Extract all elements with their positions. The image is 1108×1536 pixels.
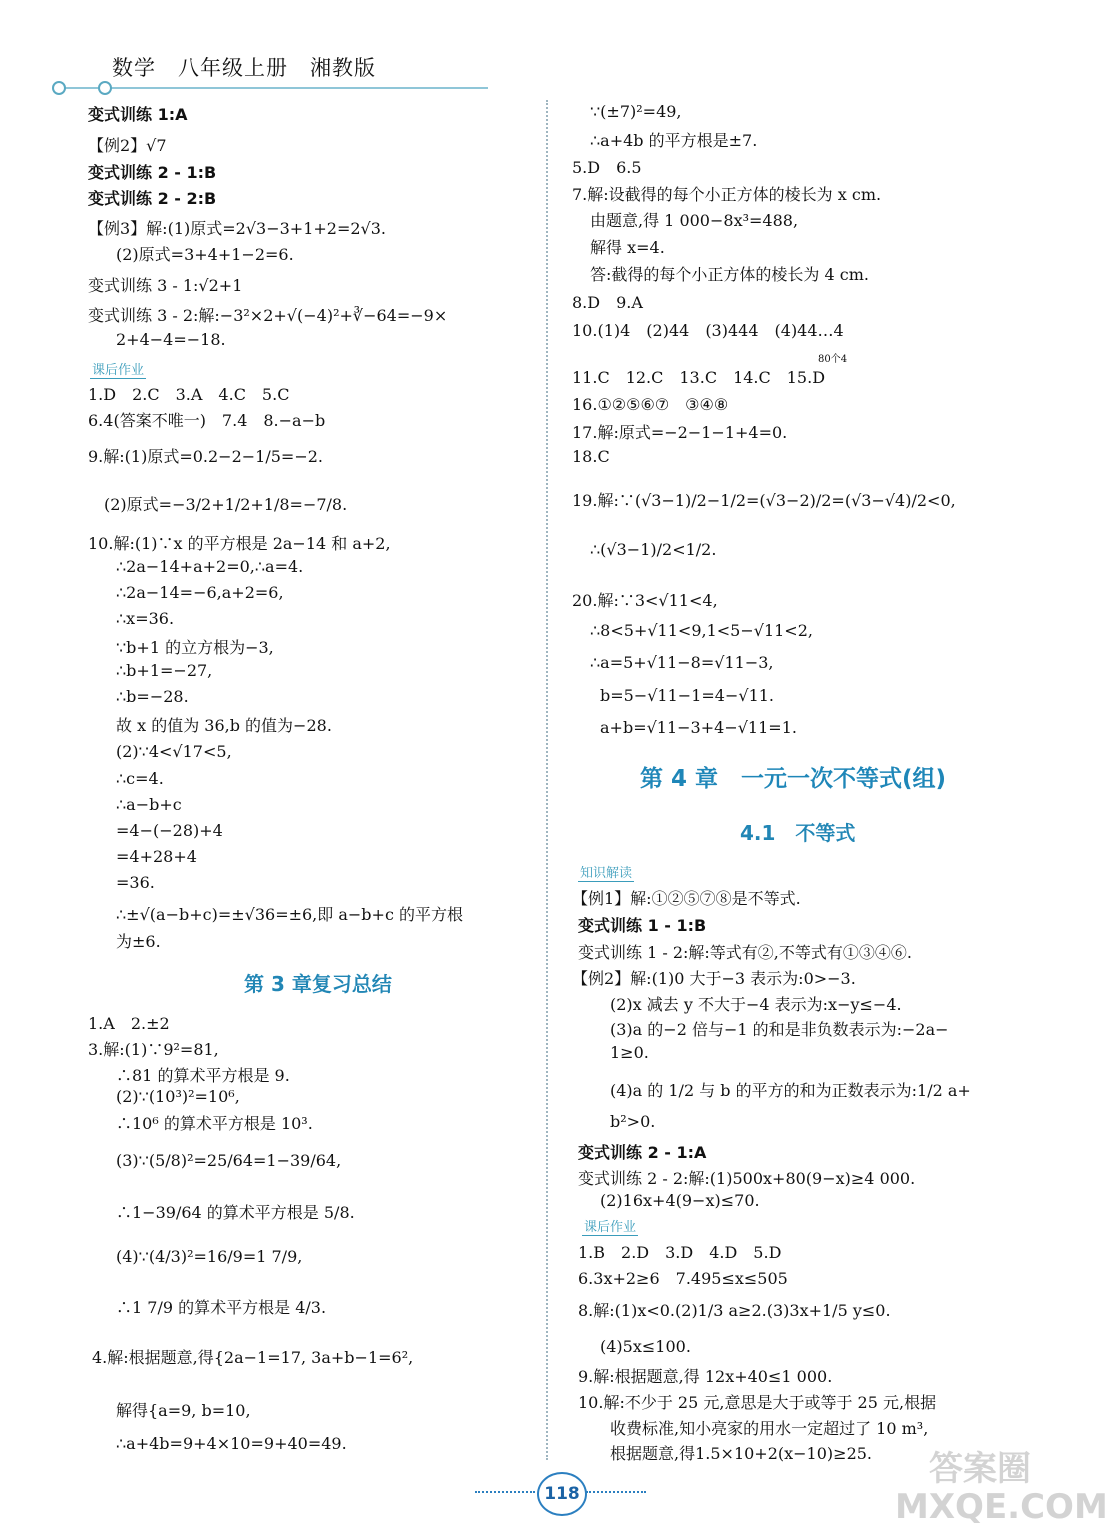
answer-line: 解得{a=9, b=10, xyxy=(116,1401,251,1420)
header-ornament xyxy=(98,81,112,95)
answer-line: ∴(√3−1)/2<1/2. xyxy=(590,540,717,559)
answer-line: 为±6. xyxy=(116,932,161,951)
answer-line: 变式训练 2 - 1:B xyxy=(88,163,217,182)
answer-line: 故 x 的值为 36,b 的值为−28. xyxy=(116,716,332,735)
answer-line: (2)16x+4(9−x)≤70. xyxy=(600,1191,760,1210)
answer-line: 变式训练 2 - 2:B xyxy=(88,189,217,208)
answer-line: 18.C xyxy=(572,447,610,466)
answer-line: 10.解:不少于 25 元,意思是大于或等于 25 元,根据 xyxy=(578,1393,937,1412)
answer-line: (2)原式=3+4+1−2=6. xyxy=(116,245,294,264)
header-ornament xyxy=(52,81,66,95)
chapter-title: 第 4 章 一元一次不等式(组) xyxy=(640,766,947,792)
answer-line: 变式训练 1:A xyxy=(88,105,188,124)
answer-line: 根据题意,得1.5×10+2(x−10)≥25. xyxy=(610,1444,873,1463)
answer-line: 5.D 6.5 xyxy=(572,158,642,177)
answer-line: 答:截得的每个小正方体的棱长为 4 cm. xyxy=(590,265,869,284)
section-title-review: 第 3 章复习总结 xyxy=(244,972,392,996)
answer-line: (4)a 的 1/2 与 b 的平方的和为正数表示为:1/2 a+ xyxy=(610,1081,971,1100)
answer-line: a+b=√11−3+4−√11=1. xyxy=(600,718,797,737)
answer-line: 19.解:∵(√3−1)/2−1/2=(√3−2)/2=(√3−√4)/2<0, xyxy=(572,491,956,510)
homework-label: 课后作业 xyxy=(582,1216,638,1236)
answer-line: ∴81 的算术平方根是 9. xyxy=(116,1066,290,1085)
answer-line: 2+4−4=−18. xyxy=(116,330,226,349)
answer-line: (2)x 减去 y 不大于−4 表示为:x−y≤−4. xyxy=(610,995,902,1014)
answer-line: 变式训练 2 - 2:解:(1)500x+80(9−x)≥4 000. xyxy=(578,1169,916,1188)
answer-line: 变式训练 3 - 1:√2+1 xyxy=(88,276,243,295)
answer-line: =36. xyxy=(116,873,155,892)
page-number-ornament xyxy=(475,1491,535,1493)
running-header: 数学 八年级上册 湘教版 xyxy=(112,56,376,80)
answer-line: (3)a 的−2 倍与−1 的和是非负数表示为:−2a− xyxy=(610,1020,949,1039)
answer-line: =4+28+4 xyxy=(116,847,197,866)
answer-line: 变式训练 1 - 2:解:等式有②,不等式有①③④⑥. xyxy=(578,943,912,962)
answer-line: 8.D 9.A xyxy=(572,293,643,312)
answer-line: 【例1】解:①②⑤⑦⑧是不等式. xyxy=(572,889,801,908)
answer-line: 7.解:设截得的每个小正方体的棱长为 x cm. xyxy=(572,185,882,204)
answer-line: 11.C 12.C 13.C 14.C 15.D xyxy=(572,368,826,387)
answer-line: ∴a+4b=9+4×10=9+40=49. xyxy=(116,1434,347,1453)
answer-line: 6.4(答案不唯一) 7.4 8.−a−b xyxy=(88,411,326,430)
answer-line: 1≥0. xyxy=(610,1043,649,1062)
answer-line: (4)∵(4/3)²=16/9=1 7/9, xyxy=(116,1247,303,1266)
answer-line: ∵b+1 的立方根为−3, xyxy=(116,638,274,657)
underbrace-note: 80个4 xyxy=(818,354,848,365)
answer-line: 【例3】解:(1)原式=2√3−3+1+2=2√3. xyxy=(88,219,387,238)
homework-label: 课后作业 xyxy=(90,359,146,379)
answer-line: ∴1−39/64 的算术平方根是 5/8. xyxy=(116,1203,355,1222)
answer-line: ∴b+1=−27, xyxy=(116,661,213,680)
answer-line: 收费标准,知小亮家的用水一定超过了 10 m³, xyxy=(610,1419,929,1438)
answer-line: ∴10⁶ 的算术平方根是 10³. xyxy=(116,1114,313,1133)
answer-line: 4.解:根据题意,得{2a−1=17, 3a+b−1=6², xyxy=(92,1348,414,1367)
answer-line: 解得 x=4. xyxy=(590,238,665,257)
header-rule xyxy=(58,87,488,89)
answer-line: ∴a−b+c xyxy=(116,795,182,814)
answer-line: 由题意,得 1 000−8x³=488, xyxy=(590,211,799,230)
knowledge-label: 知识解读 xyxy=(578,862,634,882)
answer-line: ∴8<5+√11<9,1<5−√11<2, xyxy=(590,621,813,640)
answer-line: 20.解:∵3<√11<4, xyxy=(572,591,718,610)
answer-line: ∴b=−28. xyxy=(116,687,189,706)
answer-line: 9.解:根据题意,得 12x+40≤1 000. xyxy=(578,1367,833,1386)
answer-line: ∴2a−14=−6,a+2=6, xyxy=(116,583,284,602)
answer-line: 17.解:原式=−2−1−1+4=0. xyxy=(572,423,788,442)
answer-line: 1.B 2.D 3.D 4.D 5.D xyxy=(578,1243,782,1262)
answer-line: 变式训练 3 - 2:解:−3²×2+√(−4)²+∛−64=−9× xyxy=(88,306,448,325)
answer-line: ∴c=4. xyxy=(116,769,164,788)
answer-line: 6.3x+2≥6 7.495≤x≤505 xyxy=(578,1269,788,1288)
section-title-4-1: 4.1 不等式 xyxy=(740,821,856,845)
answer-line: b=5−√11−1=4−√11. xyxy=(600,686,775,705)
answer-line: ∴1 7/9 的算术平方根是 4/3. xyxy=(116,1298,327,1317)
answer-line: ∴a+4b 的平方根是±7. xyxy=(590,131,758,150)
answer-line: ∴±√(a−b+c)=±√36=±6,即 a−b+c 的平方根 xyxy=(116,905,463,924)
answer-line: 3.解:(1)∵9²=81, xyxy=(88,1040,219,1059)
watermark: 答案圈 MXQE.COM xyxy=(895,1449,1108,1527)
answer-line: 10.(1)4 (2)44 (3)444 (4)44…4 xyxy=(572,321,844,340)
answer-line: 【例2】解:(1)0 大于−3 表示为:0>−3. xyxy=(572,969,856,988)
answer-line: (2)原式=−3/2+1/2+1/8=−7/8. xyxy=(104,495,348,514)
answer-line: 8.解:(1)x<0.(2)1/3 a≥2.(3)3x+1/5 y≤0. xyxy=(578,1301,891,1320)
answer-line: (2)∵4<√17<5, xyxy=(116,742,232,761)
answer-line: b²>0. xyxy=(610,1112,656,1131)
answer-line: 1.A 2.±2 xyxy=(88,1014,170,1033)
answer-line: (2)∵(10³)²=10⁶, xyxy=(116,1087,240,1106)
page-number-ornament xyxy=(586,1491,646,1493)
answer-line: =4−(−28)+4 xyxy=(116,821,223,840)
page-number: 118 xyxy=(537,1472,587,1516)
column-divider xyxy=(546,100,548,1460)
answer-line: ∵(±7)²=49, xyxy=(590,102,682,121)
answer-line: ∴2a−14+a+2=0,∴a=4. xyxy=(116,557,304,576)
answer-line: 变式训练 1 - 1:B xyxy=(578,916,707,935)
answer-line: 9.解:(1)原式=0.2−2−1/5=−2. xyxy=(88,447,323,466)
answer-line: 10.解:(1)∵x 的平方根是 2a−14 和 a+2, xyxy=(88,534,391,553)
answer-line: ∴x=36. xyxy=(116,609,175,628)
answer-line: 【例2】√7 xyxy=(88,136,167,155)
answer-line: (4)5x≤100. xyxy=(600,1337,691,1356)
answer-line: 16.①②⑤⑥⑦ ③④⑧ xyxy=(572,395,729,414)
answer-line: 变式训练 2 - 1:A xyxy=(578,1143,707,1162)
answer-line: ∴a=5+√11−8=√11−3, xyxy=(590,653,774,672)
answer-line: 1.D 2.C 3.A 4.C 5.C xyxy=(88,385,290,404)
answer-line: (3)∵(5/8)²=25/64=1−39/64, xyxy=(116,1151,342,1170)
